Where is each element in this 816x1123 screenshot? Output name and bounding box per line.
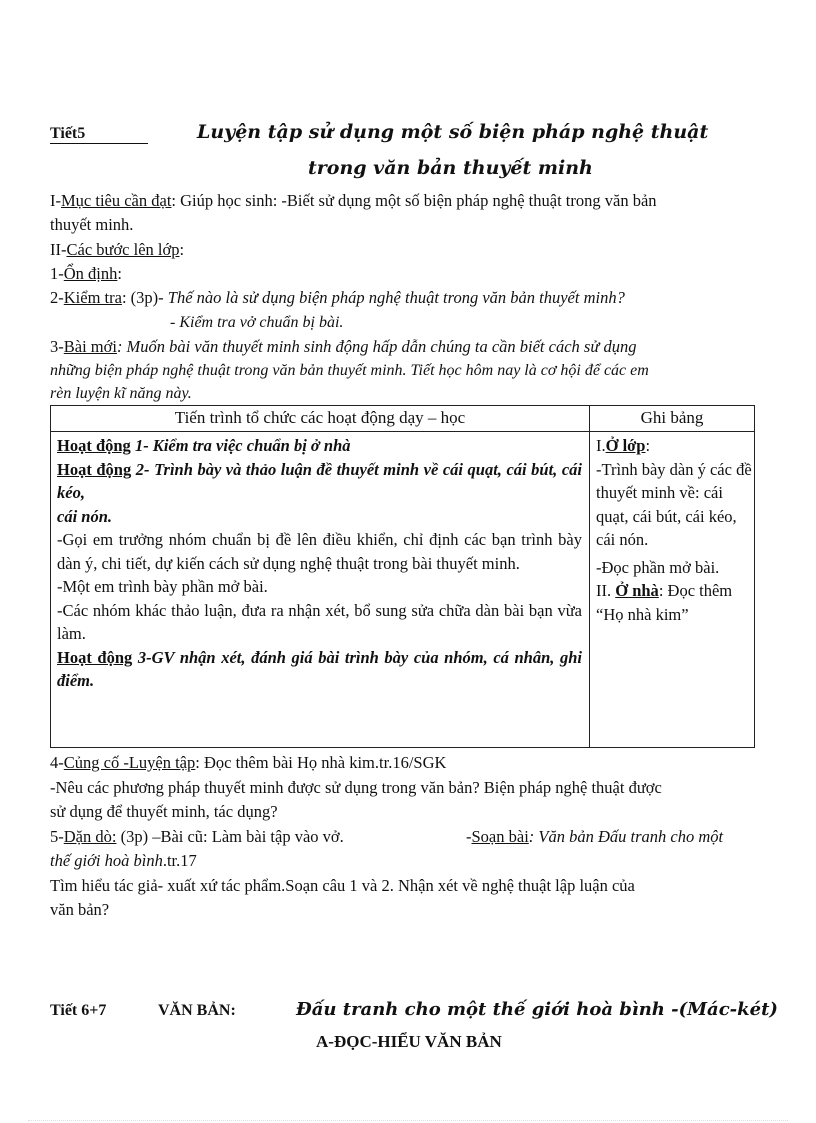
step-3-line-3: rèn luyện kĩ năng này. (50, 385, 192, 402)
step-4-question-1: -Nêu các phương pháp thuyết minh được sử dụng trong văn bản? Biện pháp nghệ thuật được (50, 778, 662, 797)
activity-2: Hoạt động 2- Trình bày và thảo luận đề thuyết minh về cái quạt, cái bút, cái kéo, (57, 459, 582, 502)
activity-2-para-3: -Các nhóm khác thảo luận, đưa ra nhận xét, bổ sung sửa chữa dàn bài bạn vừa làm. (57, 600, 582, 643)
activity-1: Hoạt động 1- Kiểm tra việc chuẩn bị ở nhà (57, 436, 351, 455)
step-2-question: Thế nào là sử dụng biện pháp nghệ thuật trong văn bản thuyết minh? (167, 288, 625, 307)
activity-2-para-1: -Gọi em trưởng nhóm chuẩn bị đề lên điều khiển, chỉ định các bạn trình bày dàn ý, chi tiết, dự kiến cách sử dụng nghệ thuật trong bài thuyết minh. (57, 530, 582, 573)
header-divider (51, 431, 754, 432)
board-para-1: -Trình bày dàn ý các đề thuyết minh về: cái quạt, cái bút, cái kéo, cái nón. (596, 459, 752, 549)
next-lesson-label: VĂN BẢN: (158, 1002, 236, 1019)
activity-3: Hoạt động 3-GV nhận xét, đánh giá bài trình bày của nhóm, cá nhân, ghi điểm. (57, 647, 582, 690)
activity-table (50, 405, 755, 748)
board-para-2: -Đọc phần mở bài. (596, 557, 720, 577)
step-3-line-1: 3-Bài mới: Muốn bài văn thuyết minh sinh động hấp dẫn chúng ta cần biết cách sử dụng (50, 337, 637, 356)
board-heading-2: II. Ở nhà: Đọc thêm “Họ nhà kim” (596, 581, 733, 624)
next-lesson-title: Đấu tranh cho một thế giới hoà bình -(Mác-két) (296, 999, 778, 1020)
prepare-label: Soạn bài (471, 827, 529, 846)
board-heading-1: I.Ở lớp: (596, 436, 651, 455)
lesson-title-line1: Luyện tập sử dụng một số biện pháp nghệ thuật (197, 121, 709, 143)
objective-line-1: I-Mục tiêu cần đạt: Giúp học sinh: -Biết sử dụng một số biện pháp nghệ thuật trong văn bản (50, 191, 657, 210)
step-5: 5-Dặn dò: (3p) –Bài cũ: Làm bài tập vào vở. (50, 827, 344, 846)
objective-label: Mục tiêu cần đạt (61, 191, 172, 210)
step-3-line-2: những biện pháp nghệ thuật trong văn bản thuyết minh. Tiết học hôm nay là cơ hội để các em (50, 362, 649, 379)
step-2-check: - Kiểm tra vở chuẩn bị bài. (170, 314, 344, 331)
step-5-label: Dặn dò: (63, 827, 117, 846)
section-heading: A-ĐỌC-HIỂU VĂN BẢN (316, 1032, 502, 1051)
lesson-title-line2: trong văn bản thuyết minh (308, 157, 593, 179)
step-2: 2-Kiểm tra: (3p)- Thế nào là sử dụng biện pháp nghệ thuật trong văn bản thuyết minh? (50, 288, 625, 307)
step-1-label: Ổn định (63, 264, 118, 283)
board-cell (596, 434, 754, 626)
step-4-question-2: sử dụng để thuyết minh, tác dụng? (50, 802, 278, 821)
col-header-board: Ghi bảng (640, 408, 704, 427)
next-lesson-number: Tiết 6+7 (50, 1002, 107, 1019)
step-4: 4-Củng cố -Luyện tập: Đọc thêm bài Họ nhà kim.tr.16/SGK (50, 753, 447, 772)
step-5-task-1: Tìm hiểu tác giả- xuất xứ tác phẩm.Soạn câu 1 và 2. Nhận xét về nghệ thuật lập luận của (50, 876, 635, 895)
step-2-label: Kiểm tra (63, 288, 122, 307)
steps-heading: II-Các bước lên lớp: (50, 240, 185, 259)
lesson-number-text: Tiết5 (50, 125, 86, 142)
column-divider (589, 406, 590, 747)
step-3-label: Bài mới (63, 337, 117, 356)
page-bottom-border (28, 1120, 788, 1121)
step-4-label: Củng cố -Luyện tập (63, 753, 196, 772)
step-5-prepare: -Soạn bài: Văn bản Đấu tranh cho một (466, 827, 724, 846)
steps-label: Các bước lên lớp (66, 240, 180, 259)
activities-cell (57, 434, 582, 693)
col-header-activities: Tiến trình tổ chức các hoạt động dạy – học (174, 408, 466, 427)
step-5-prepare-cont: thế giới hoà bình.tr.17 (50, 851, 197, 870)
step-5-task-2: văn bản? (50, 900, 110, 919)
step-1: 1-Ổn định: (50, 264, 122, 283)
activity-2-cont: cái nón. (57, 506, 113, 526)
objective-line-2: thuyết minh. (50, 215, 134, 234)
lesson-number (50, 125, 148, 144)
activity-2-para-2: -Một em trình bày phần mở bài. (57, 577, 268, 596)
